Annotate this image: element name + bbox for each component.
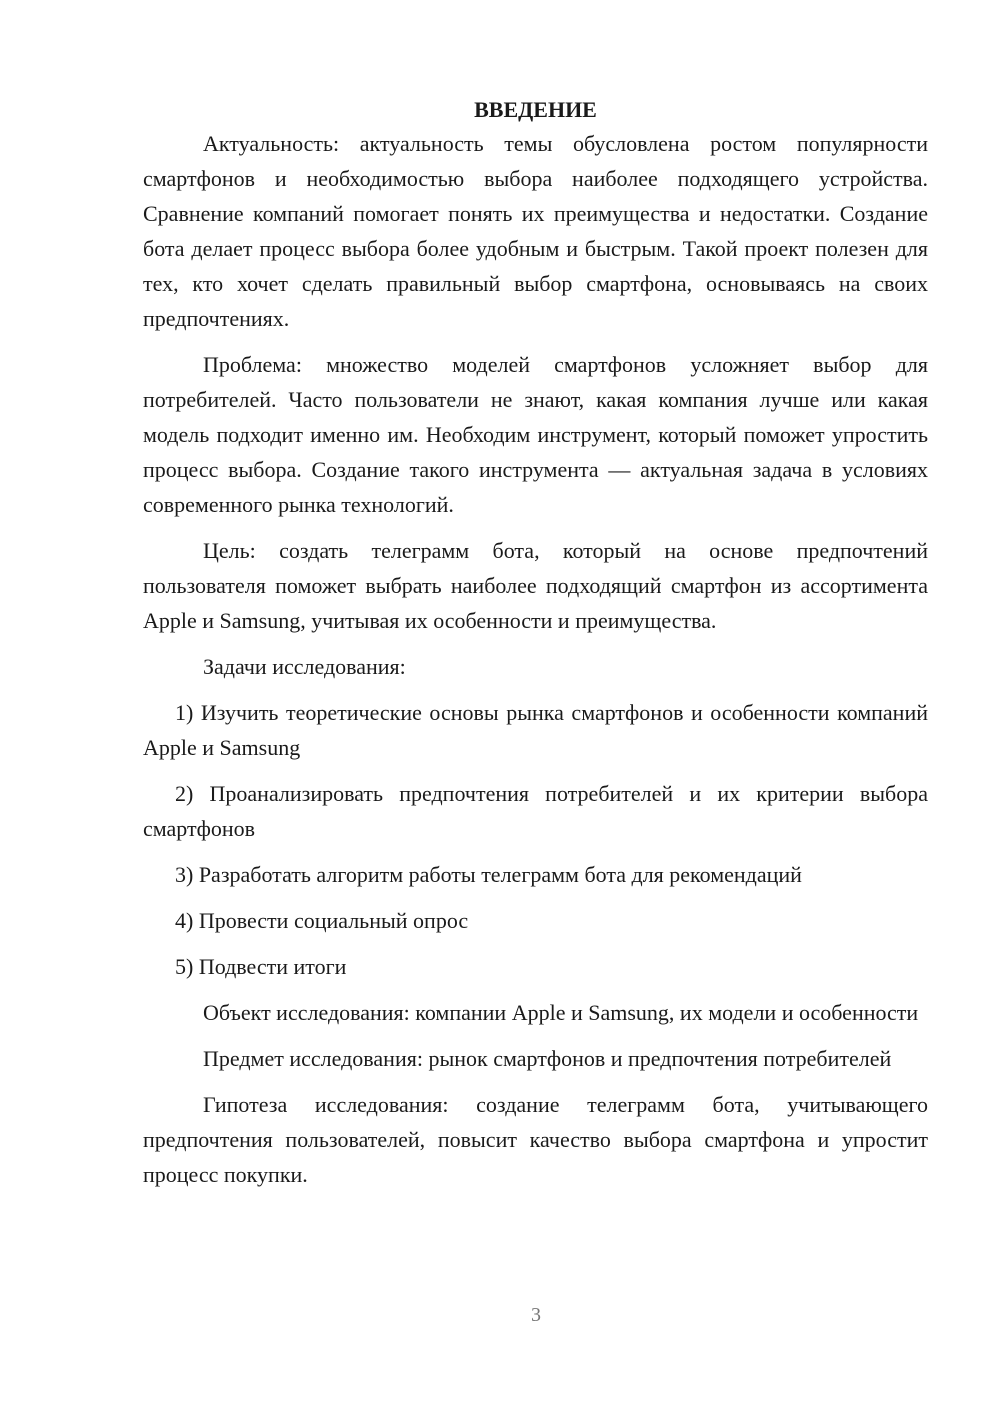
- list-item: 2) Проанализировать предпочтения потребителей и их критерии выбора смартфонов: [143, 781, 928, 841]
- paragraph-subject: Предмет исследования: рынок смартфонов и предпочтения потребителей: [203, 1046, 892, 1071]
- page-title: ВВЕДЕНИЕ: [474, 97, 597, 122]
- tasks-heading: Задачи исследования:: [203, 654, 406, 679]
- paragraph-problem: Проблема: множество моделей смартфонов усложняет выбор для потребителей. Часто пользователи не знают, какая компания лучше или какая модель подходит именно им. Необходим инструмент, который поможет упростить процесс выбора. Создание такого инструмента — актуальная задача в условиях современного рынка технологий.: [143, 352, 928, 517]
- document-page: [143, 94, 928, 1203]
- paragraph-relevance: Актуальность: актуальность темы обусловлена ростом популярности смартфонов и необходимостью выбора наиболее подходящего устройства. Сравнение компаний помогает понять их преимущества и недостатки. Создание бота делает процесс выбора более удобным и быстрым. Такой проект полезен для тех, кто хочет сделать правильный выбор смартфона, основываясь на своих предпочтениях.: [143, 131, 928, 331]
- page-number: 3: [531, 1304, 541, 1326]
- paragraph-hypothesis: Гипотеза исследования: создание телеграмм бота, учитывающего предпочтения пользователей, повысит качество выбора смартфона и упростит процесс покупки.: [143, 1092, 928, 1187]
- list-item: 1) Изучить теоретические основы рынка смартфонов и особенности компаний Apple и Samsung: [143, 700, 928, 760]
- list-item: 3) Разработать алгоритм работы телеграмм бота для рекомендаций: [175, 862, 802, 887]
- paragraph-object: Объект исследования: компании Apple и Samsung, их модели и особенности: [203, 1000, 919, 1025]
- paragraph-goal: Цель: создать телеграмм бота, который на основе предпочтений пользователя поможет выбрать наиболее подходящий смартфон из ассортимента Apple и Samsung, учитывая их особенности и преимущества.: [143, 538, 928, 633]
- list-item: 4) Провести социальный опрос: [175, 908, 469, 933]
- list-item: 5) Подвести итоги: [175, 954, 347, 979]
